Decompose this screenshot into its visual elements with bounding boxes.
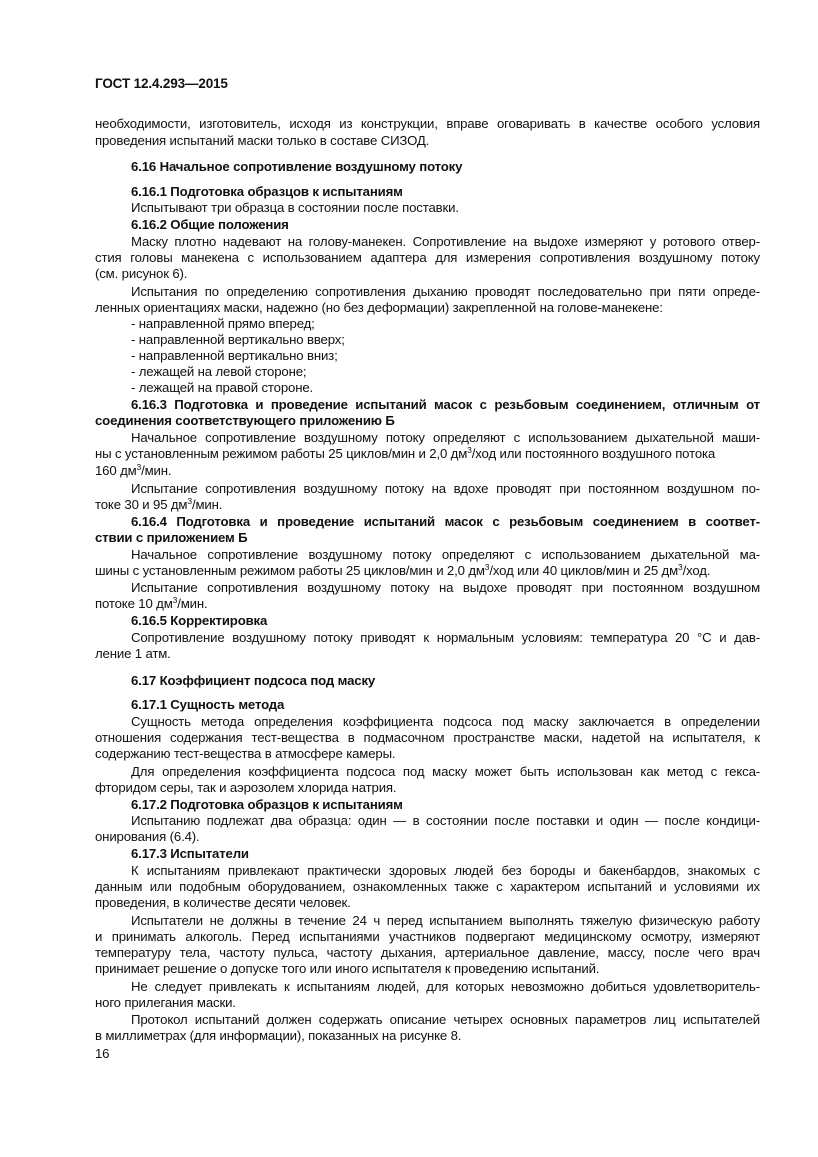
page-number: 16	[95, 1046, 110, 1061]
paragraph-line: Испытание сопротивления воздушному потоку на выдохе проводят при постоянном воздушном	[131, 580, 760, 595]
paragraph-line: отношения содержания тест-вещества в подмасочном пространстве маски, надетой на испытателя, к	[95, 730, 760, 745]
list-item: - направленной прямо вперед;	[131, 316, 315, 331]
paragraph-line: проведения, в количестве десяти человек.	[95, 895, 351, 910]
paragraph-line: токе 30 и 95 $дм^3$/мин.	[95, 496, 223, 512]
paragraph-line: потоке 10 $дм^3$/мин.	[95, 595, 208, 611]
paragraph-line: принимает решение о допуске того или иного испытателя к проведению испытаний.	[95, 961, 600, 976]
paragraph-line: Протокол испытаний должен содержать описание четырех основных параметров лиц испытателей	[131, 1012, 760, 1027]
paragraph-line: данным или подобным оборудованием, ознакомленных также с характером испытаний и условиями их	[95, 879, 760, 894]
paragraph-line: в миллиметрах (для информации), показанных на рисунке 8.	[95, 1028, 462, 1043]
subsection-heading-6-16-5: 6.16.5 Корректировка	[131, 613, 268, 628]
list-item: - лежащей на правой стороне.	[131, 380, 314, 395]
paragraph-line: Для определения коэффициента подсоса под маску может быть использован как метод с гекса-	[131, 764, 760, 779]
text-fragment: ны с установленным режимом работы 25 циклов/мин и 2,0 $дм^3$/ход или постоянного воздушного потока	[95, 445, 716, 461]
paragraph-line: Начальное сопротивление воздушному потоку определяют с использованием дыхательной маши-	[131, 430, 760, 445]
subsection-heading-6-17-3: 6.17.3 Испытатели	[131, 846, 249, 861]
list-item: - лежащей на левой стороне;	[131, 364, 307, 379]
paragraph-line	[95, 446, 760, 462]
paragraph-line: проведения испытаний маски только в составе СИЗОД.	[95, 133, 430, 148]
paragraph-line: температуру тела, частоту пульса, частоту дыхания, артериальное давление, массу, после чего врач	[95, 945, 760, 960]
subsection-heading-6-17-1: 6.17.1 Сущность метода	[131, 697, 285, 712]
paragraph-line: содержанию тест-вещества в атмосфере камеры.	[95, 746, 396, 761]
subsection-heading-6-16-2: 6.16.2 Общие положения	[131, 217, 289, 232]
subsection-heading-6-16-1: 6.16.1 Подготовка образцов к испытаниям	[131, 184, 403, 199]
subsection-heading-6-16-3-cont: соединения соответствующего приложению Б	[95, 413, 395, 428]
paragraph-line: шины с установленным режимом работы 25 циклов/мин и 2,0 $дм^3$/ход или 40 циклов/мин и 25 $дм^3$/ход.	[95, 562, 711, 578]
paragraph-line: Испытанию подлежат два образца: один — в состоянии после поставки и один — после кондици-	[131, 813, 760, 828]
paragraph-line: Испытания по определению сопротивления дыханию проводят последовательно при пяти опреде-	[131, 284, 760, 299]
paragraph-line: Сущность метода определения коэффициента подсоса под маску заключается в определении	[131, 714, 760, 729]
paragraph-line: Маску плотно надевают на голову-манекен. Сопротивление на выдохе измеряют у ротового отвер-	[131, 234, 760, 249]
paragraph-line: фторидом серы, так и аэрозолем хлорида натрия.	[95, 780, 397, 795]
paragraph-line: ного прилегания маски.	[95, 995, 236, 1010]
paragraph-line: Не следует привлекать к испытаниям людей, для которых невозможно добиться удовлетворитель-	[131, 979, 760, 994]
document-header: ГОСТ 12.4.293—2015	[95, 76, 228, 91]
subsection-heading-6-17-2: 6.17.2 Подготовка образцов к испытаниям	[131, 797, 403, 812]
paragraph-line: (см. рисунок 6).	[95, 266, 188, 281]
section-heading-6-16: 6.16 Начальное сопротивление воздушному потоку	[131, 159, 463, 174]
paragraph-line: необходимости, изготовитель, исходя из конструкции, вправе оговаривать в качестве особого условия	[95, 116, 760, 131]
paragraph-line: Начальное сопротивление воздушному потоку определяют с использованием дыхательной ма-	[131, 547, 760, 562]
paragraph-line: и принимать алкоголь. Перед испытаниями участников подвергают медицинскому осмотру, измеряют	[95, 929, 760, 944]
paragraph-line: стия головы манекена с использованием адаптера для измерения сопротивления воздушному потоку	[95, 250, 760, 265]
subsection-heading-6-16-4-cont: ствии с приложением Б	[95, 530, 248, 545]
subsection-heading-6-16-3: 6.16.3 Подготовка и проведение испытаний масок с резьбовым соединением, отличным от	[131, 397, 760, 412]
section-heading-6-17: 6.17 Коэффициент подсоса под маску	[131, 673, 376, 688]
list-item: - направленной вертикально вверх;	[131, 332, 345, 347]
paragraph-line: ление 1 атм.	[95, 646, 171, 661]
paragraph-line: 160 $дм^3$/мин.	[95, 462, 172, 478]
list-item: - направленной вертикально вниз;	[131, 348, 338, 363]
paragraph-line: Испытатели не должны в течение 24 ч перед испытанием выполнять тяжелую физическую работу	[131, 913, 760, 928]
subsection-heading-6-16-4: 6.16.4 Подготовка и проведение испытаний масок с резьбовым соединением в соответ-	[131, 514, 760, 529]
paragraph-line: онирования (6.4).	[95, 829, 200, 844]
paragraph-line: Испытывают три образца в состоянии после поставки.	[131, 200, 459, 215]
paragraph-line: К испытаниям привлекают практически здоровых людей без бороды и бакенбардов, знакомых с	[131, 863, 760, 878]
paragraph-line: ленных ориентациях маски, надежно (но без деформации) закрепленной на голове-манекене:	[95, 300, 663, 315]
paragraph-line: Сопротивление воздушному потоку приводят к нормальным условиям: температура 20 °С и дав-	[131, 630, 760, 645]
paragraph-line: Испытание сопротивления воздушному потоку на вдохе проводят при постоянном воздушном по-	[131, 481, 760, 496]
